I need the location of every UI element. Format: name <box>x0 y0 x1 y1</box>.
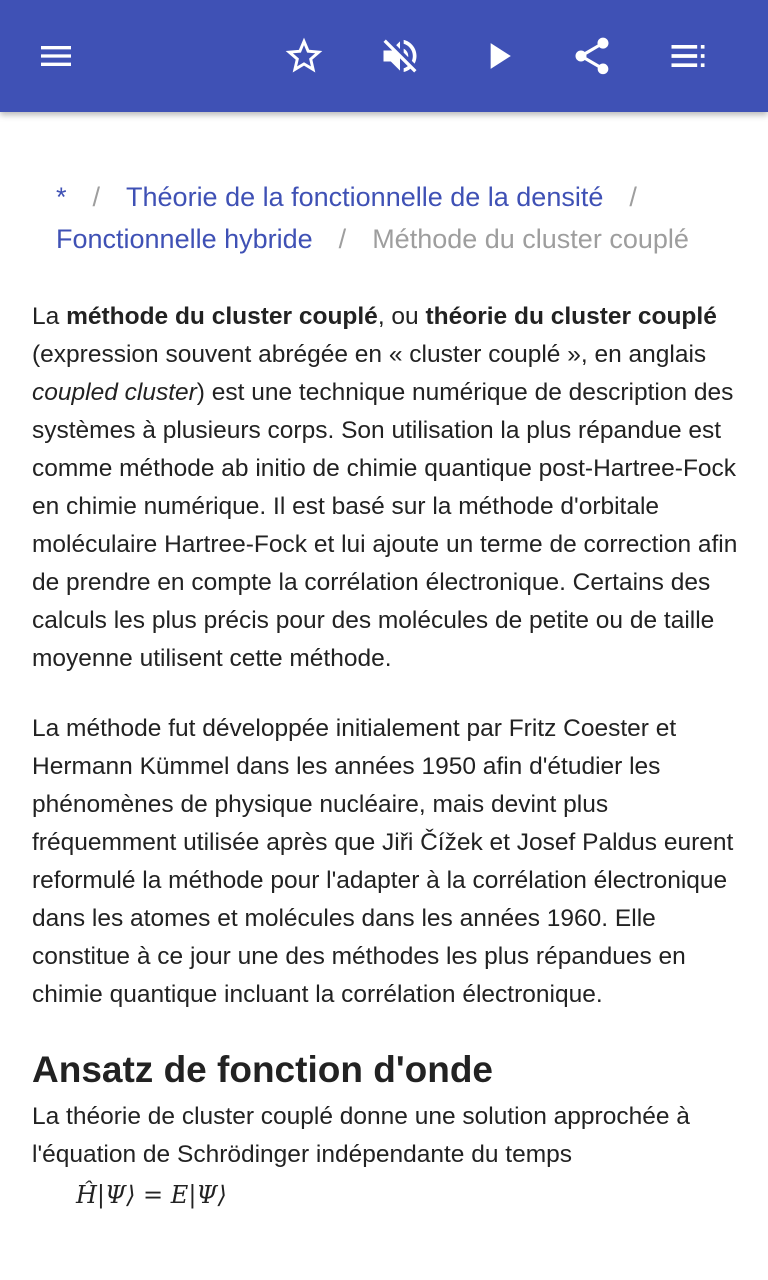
paragraph-history: La méthode fut développée initialement par Fritz Coester et Hermann Kümmel dans les années 1950 afin d'étudier les phénomènes de physique nucléaire, mais devint plus fréquemment utilisée après que Jiři Čížek et Josef Paldus eurent reformulé la méthode pour l'adapter à la corrélation électronique dans les atomes et molécules dans les années 1960. Elle constitue à ce jour une des méthodes les plus répandues en chimie quantique incluant la corrélation électronique. <box>32 715 734 1008</box>
volume-off-icon[interactable] <box>376 32 424 80</box>
breadcrumb-link-home[interactable]: * <box>56 182 67 212</box>
breadcrumb-link-dft[interactable]: Théorie de la fonctionnelle de la densité <box>126 182 604 212</box>
breadcrumb-separator: / <box>338 224 347 254</box>
breadcrumb <box>56 176 736 260</box>
bold-term: théorie du cluster couplé <box>425 303 717 330</box>
app-bar <box>0 0 768 112</box>
breadcrumb-separator: / <box>629 182 637 212</box>
text-run: , ou <box>377 303 426 330</box>
share-icon[interactable] <box>568 32 616 80</box>
text-run: ) est une technique numérique de description des systèmes à plusieurs corps. Son utilisation la plus répandue est comme méthode ab initio de chimie quantique post-Hartree-Fock en chimie numérique. Il est basé sur la méthode d'orbitale moléculaire Hartree-Fock et lui ajoute un terme de correction afin de prendre en compte la corrélation électronique. Certains des calculs les plus précis pour des molécules de petite ou de taille moyenne utilisent cette méthode. <box>32 379 738 672</box>
section-heading: Ansatz de fonction d'onde <box>32 1049 494 1090</box>
text-run: (expression souvent abrégée en « cluster couplé », en anglais <box>32 341 707 368</box>
star-icon[interactable] <box>280 32 328 80</box>
play-icon[interactable] <box>474 32 522 80</box>
article-body <box>32 298 744 1210</box>
breadcrumb-current: Méthode du cluster couplé <box>372 224 689 254</box>
breadcrumb-separator: / <box>92 182 101 212</box>
text-run: La <box>32 303 67 330</box>
bold-term: méthode du cluster couplé <box>66 303 378 330</box>
formula: Ĥ|Ψ⟩ = E|Ψ⟩ <box>76 1181 227 1209</box>
paragraph-ansatz: La théorie de cluster couplé donne une solution approchée à l'équation de Schrödinger indépendante du temps <box>32 1103 690 1168</box>
breadcrumb-link-hybrid[interactable]: Fonctionnelle hybride <box>56 224 313 254</box>
paragraph-intro <box>32 298 744 678</box>
list-icon[interactable] <box>664 32 712 80</box>
menu-icon[interactable] <box>32 32 80 80</box>
italic-term: coupled cluster <box>32 379 197 406</box>
article-content <box>0 112 768 1280</box>
